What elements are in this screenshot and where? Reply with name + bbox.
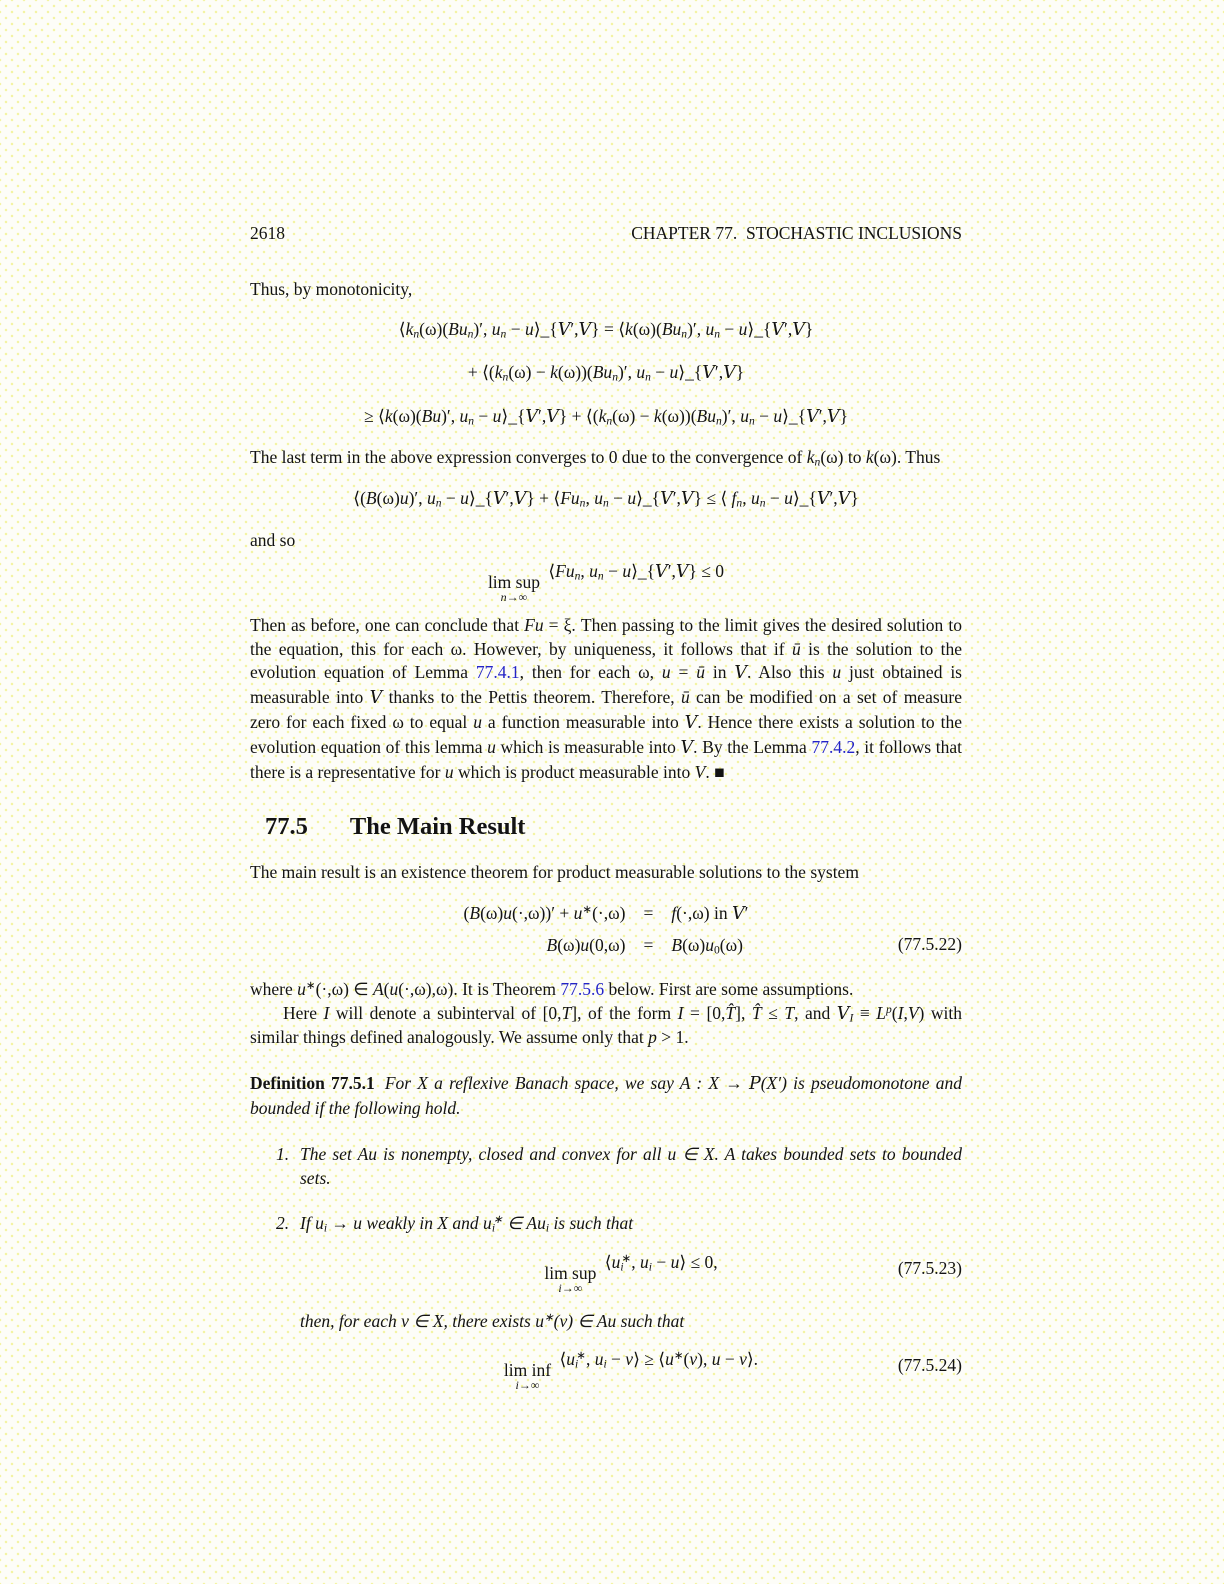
system-row2-rhs: $B(\omega)u_0(\omega)$	[671, 934, 743, 957]
list-item-2	[250, 1212, 962, 1407]
system-row2-lhs: B(ω)u(0,ω)	[546, 934, 626, 955]
paragraph-and-so: and so	[250, 529, 296, 550]
paragraph-monotonicity: Thus, by monotonicity,	[250, 278, 413, 299]
limsup-expression: $⟨Fu_n$, $u_n$ − u⟩_{V′,V} ≤ 0	[548, 561, 725, 583]
aligned-equations	[250, 902, 962, 958]
limsup-operator: lim sup n→∞	[487, 571, 540, 605]
equation-monotonicity-line1: $⟨k_n(\omega)(Bu_n)'$, $u_n$ − u⟩_{V′,V} = $⟨k(\omega)(Bu_n)'$, $u_n$ − u⟩_{V′,V}	[398, 318, 814, 341]
equation-77-5-24	[300, 1348, 962, 1391]
section-title: The Main Result	[349, 813, 526, 841]
liminf-operator: lim inf i→∞	[503, 1359, 552, 1393]
equation-inequality: ⟨(B(ω)u)′, $u_n$ − u⟩_{V′,V} + $⟨Fu_n$, $u_n$ − u⟩_{V′,V} ≤ ⟨ $f_n$, $u_n$ − u⟩_{V′,V}	[353, 487, 859, 510]
list-item-2-content	[300, 1212, 962, 1407]
equation-monotonicity-line3: ≥ ⟨k(ω)(Bu)′, $u_n$ − u⟩_{V′,V} + $⟨(k_n(\omega) - k(\omega))(Bu_n)'$, $u_n$ − u⟩_{V′,V}	[364, 406, 848, 428]
list-item-1-number: 1.	[276, 1143, 290, 1164]
definition-77-5-1	[250, 1072, 962, 1121]
page-number: 2618	[250, 223, 285, 243]
paragraph-where: where u∗(·,ω) ∈ A(u(·,ω),ω). It is Theorem 77.5.6 below. First are some assumptions.	[250, 978, 854, 999]
equation-77-5-24-line	[300, 1348, 962, 1391]
equation-number-77-5-24: (77.5.24)	[897, 1355, 962, 1376]
system-row2-relation: =	[643, 934, 654, 955]
system-row1-lhs: (B(ω)u(·,ω))′ + u∗(·,ω)	[463, 903, 626, 924]
section-heading	[265, 814, 962, 841]
paragraph-main-result: The main result is an existence theorem for product measurable solutions to the system	[250, 862, 859, 883]
liminf-expression: $⟨u_i^∗$, $u_i$ − v⟩ ≥ ⟨u∗(v), u − v⟩.	[559, 1349, 759, 1371]
equation-limsup	[250, 560, 962, 603]
ref-link[interactable]: 77.5.6	[560, 978, 605, 999]
chapter-header: CHAPTER 77. STOCHASTIC INCLUSIONS	[631, 223, 962, 243]
ref-link[interactable]: 77.4.1	[475, 662, 520, 683]
system-row1-relation: =	[643, 903, 654, 924]
page-content	[250, 222, 962, 1407]
definition-body: For X a reflexive Banach space, we say A : X → P(X′) is pseudomonotone and bounded if the following hold.	[250, 1073, 962, 1118]
section-number: 77.5	[265, 813, 308, 841]
list-item-2-number: 2.	[276, 1213, 290, 1234]
running-header	[250, 222, 962, 246]
paragraph-here: Here I will denote a subinterval of [0,T], of the form I = [0,T̂], T̂ ≤ T, and $V_I \equiv L^p(I,V)$ with similar things defined analogously. We assume only that p > 1.	[250, 1002, 962, 1048]
limsup-expression: $⟨u_i^∗$, $u_i$ − u⟩ ≤ 0,	[604, 1252, 718, 1274]
paragraph-conclusion: Then as before, one can conclude that Fu = ξ. Then passing to the limit gives the desired solution to the equation, this for each ω. However, by uniqueness, it follows that if ū is the solution to the evolution equation of Lemma 77.4.1, then for each ω, u = ū in V. Also this u just obtained is measurable into V thanks to the Pettis theorem. Therefore, ū can be modified on a set of measure zero for each fixed ω to equal u a function measurable into V. Hence there exists a solution to the evolution equation of this lemma u which is measurable into V. By the Lemma 77.4.2, it follows that there is a representative for u which is product measurable into V. ■	[250, 614, 963, 782]
list-item-1-text: The set Au is nonempty, closed and convex for all u ∈ X. A takes bounded sets to bounded sets.	[300, 1143, 962, 1188]
ref-link[interactable]: 77.4.2	[811, 736, 856, 757]
equation-77-5-23-line	[300, 1251, 962, 1294]
list-item-2-text-a: If $u_i \to u$ weakly in X and $u_i^∗$ ∈ $Au_i$ is such that	[300, 1213, 634, 1235]
limsup-operator: lim sup i→∞	[544, 1262, 597, 1295]
equation-system	[250, 902, 962, 958]
list-item-2-text-b: then, for each v ∈ X, there exists u∗(v) ∈ Au such that	[300, 1310, 685, 1331]
equation-number-77-5-22: (77.5.22)	[897, 933, 962, 954]
system-row1-rhs: f(·,ω) in V′	[671, 903, 749, 925]
paragraph-last-term: The last term in the above expression converges to 0 due to the convergence of $k_n(\omega)$ to k(ω). Thus	[250, 446, 941, 469]
list-item-1	[250, 1143, 962, 1191]
equation-number-77-5-23: (77.5.23)	[897, 1258, 962, 1279]
equation-77-5-23	[300, 1251, 962, 1294]
equation-monotonicity-line2: + $⟨(k_n(\omega) - k(\omega))(Bu_n)'$, $u_n$ − u⟩_{V′,V}	[467, 362, 745, 384]
definition-label: Definition 77.5.1	[250, 1073, 375, 1094]
